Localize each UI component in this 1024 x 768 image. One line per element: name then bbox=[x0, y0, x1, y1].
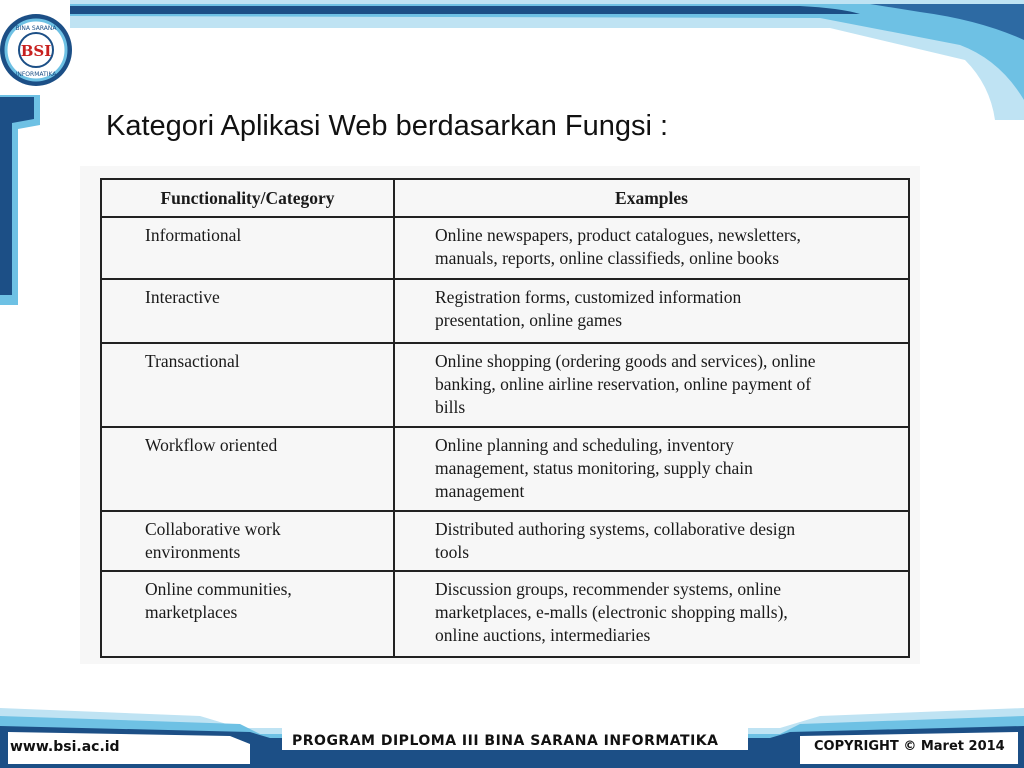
category-line: Collaborative work bbox=[145, 519, 281, 539]
category-line: Transactional bbox=[145, 351, 240, 371]
category-cell bbox=[101, 343, 394, 427]
table-row bbox=[101, 217, 909, 279]
footer-band bbox=[0, 688, 1024, 768]
slide-title: Kategori Aplikasi Web berdasarkan Fungsi : bbox=[106, 110, 669, 142]
examples-line: manuals, reports, online classifieds, online books bbox=[435, 248, 780, 268]
table-row bbox=[101, 511, 909, 571]
examples-line: Online planning and scheduling, inventory bbox=[435, 435, 734, 455]
category-cell bbox=[101, 427, 394, 511]
examples-line: Registration forms, customized information bbox=[435, 287, 742, 307]
category-cell bbox=[101, 511, 394, 571]
top-header-band bbox=[0, 0, 1024, 120]
category-cell bbox=[101, 217, 394, 279]
examples-line: tools bbox=[435, 542, 470, 562]
svg-text:INFORMATIKA: INFORMATIKA bbox=[15, 71, 57, 78]
examples-line: Distributed authoring systems, collaborative design bbox=[435, 519, 796, 539]
footer-website: www.bsi.ac.id bbox=[10, 739, 120, 755]
table-row bbox=[101, 571, 909, 657]
category-line: Workflow oriented bbox=[145, 435, 278, 455]
column-header-category: Functionality/Category bbox=[101, 179, 394, 217]
bsi-logo bbox=[0, 8, 72, 88]
category-line: Interactive bbox=[145, 287, 220, 307]
examples-line: management bbox=[435, 481, 525, 501]
table-row bbox=[101, 279, 909, 343]
examples-line: Online newspapers, product catalogues, newsletters, bbox=[435, 225, 801, 245]
examples-cell bbox=[394, 571, 909, 657]
examples-cell bbox=[394, 427, 909, 511]
category-cell bbox=[101, 571, 394, 657]
examples-line: Discussion groups, recommender systems, online bbox=[435, 579, 782, 599]
examples-line: management, status monitoring, supply chain bbox=[435, 458, 753, 478]
examples-line: Online shopping (ordering goods and services), online bbox=[435, 351, 816, 371]
svg-text:BSI: BSI bbox=[20, 42, 52, 60]
examples-line: banking, online airline reservation, online payment of bbox=[435, 374, 812, 394]
examples-cell bbox=[394, 511, 909, 571]
category-line: marketplaces bbox=[145, 602, 238, 622]
examples-line: marketplaces, e-malls (electronic shopping malls), bbox=[435, 602, 788, 622]
table-row bbox=[101, 343, 909, 427]
category-line: Informational bbox=[145, 225, 242, 245]
column-header-examples: Examples bbox=[394, 179, 909, 217]
left-side-band bbox=[0, 95, 45, 305]
category-cell bbox=[101, 279, 394, 343]
functionality-table bbox=[100, 178, 910, 658]
category-line: Online communities, bbox=[145, 579, 292, 599]
examples-cell bbox=[394, 279, 909, 343]
examples-line: online auctions, intermediaries bbox=[435, 625, 651, 645]
footer-program: PROGRAM DIPLOMA III BINA SARANA INFORMATIKA bbox=[292, 733, 719, 749]
examples-line: presentation, online games bbox=[435, 310, 623, 330]
table-header-row bbox=[101, 179, 909, 217]
svg-text:BINA SARANA: BINA SARANA bbox=[15, 25, 57, 32]
table-row bbox=[101, 427, 909, 511]
category-line: environments bbox=[145, 542, 241, 562]
footer-copyright: COPYRIGHT © Maret 2014 bbox=[814, 739, 1005, 754]
examples-cell bbox=[394, 343, 909, 427]
examples-line: bills bbox=[435, 397, 466, 417]
examples-cell bbox=[394, 217, 909, 279]
